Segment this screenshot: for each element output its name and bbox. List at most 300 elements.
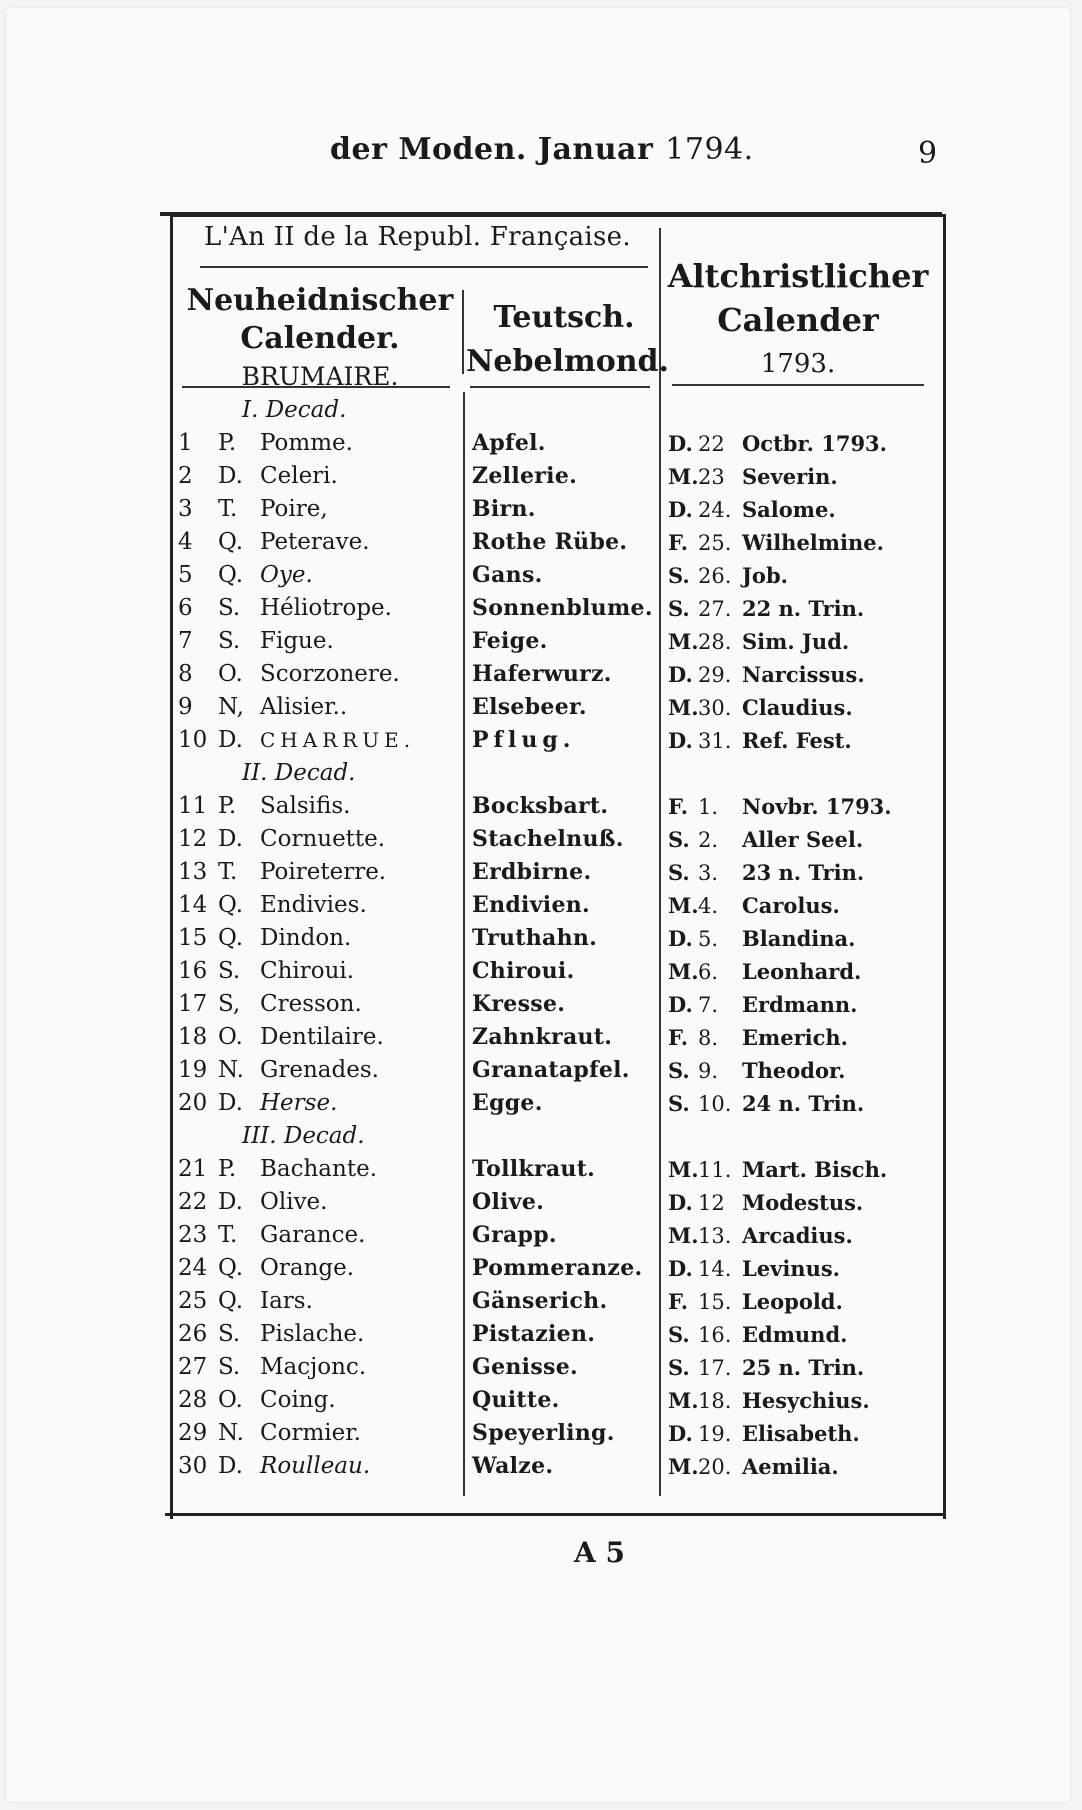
- header-german-month: Nebelmond.: [466, 344, 669, 379]
- old-weekday: D.: [668, 728, 693, 753]
- old-date: 2.: [698, 828, 719, 852]
- french-day-name: Poireterre.: [260, 859, 387, 885]
- day-number: 16: [178, 958, 208, 984]
- french-day-row: [178, 1087, 458, 1120]
- old-saint-name: 23 n. Trin.: [742, 860, 865, 885]
- french-day-row: [178, 856, 458, 889]
- french-day-name: Iars.: [260, 1288, 313, 1314]
- old-weekday: D.: [668, 431, 693, 456]
- french-day-row: [178, 1351, 458, 1384]
- old-saint-name: Claudius.: [742, 695, 853, 720]
- french-day-row: [178, 823, 458, 856]
- old-date: 20.: [698, 1455, 732, 1479]
- french-day-name: Bachante.: [260, 1156, 377, 1182]
- german-day-name: Quitte.: [472, 1387, 560, 1413]
- old-date: 22: [698, 432, 725, 456]
- weekday-letter: D.: [218, 1453, 243, 1479]
- old-saint-name: Erdmann.: [742, 992, 858, 1017]
- old-saint-name: Levinus.: [742, 1256, 840, 1281]
- running-head: [330, 132, 754, 167]
- german-day-name: Rothe Rübe.: [472, 529, 628, 555]
- old-saint-name: Salome.: [742, 497, 836, 522]
- header-french-month: BRUMAIRE.: [241, 362, 399, 391]
- old-date: 11.: [698, 1158, 732, 1182]
- weekday-letter: T.: [218, 496, 238, 522]
- weekday-letter: Q.: [218, 529, 244, 555]
- day-number: 25: [178, 1288, 208, 1314]
- german-day-name: Endivien.: [472, 892, 590, 918]
- old-calendar-row: [668, 493, 938, 526]
- german-day-name: Gans.: [472, 562, 543, 588]
- old-saint-name: Elisabeth.: [742, 1421, 860, 1446]
- weekday-letter: Q.: [218, 892, 244, 918]
- weekday-letter: T.: [218, 1222, 238, 1248]
- old-saint-name: 25 n. Trin.: [742, 1355, 865, 1380]
- french-day-row: [178, 1417, 458, 1450]
- day-number: 23: [178, 1222, 208, 1248]
- old-date: 5.: [698, 927, 719, 951]
- header-french-line1: Neuheidnischer: [186, 283, 454, 318]
- french-day-row: [178, 1384, 458, 1417]
- german-day-name: Chiroui.: [472, 958, 575, 984]
- weekday-letter: D.: [218, 463, 243, 489]
- old-date: 12: [698, 1191, 725, 1215]
- french-day-row: [178, 790, 458, 823]
- old-calendar-row: [668, 922, 938, 955]
- french-day-name: Peterave.: [260, 529, 370, 555]
- french-day-row: [178, 493, 458, 526]
- weekday-letter: P.: [218, 793, 237, 819]
- old-date: 29.: [698, 663, 732, 687]
- weekday-letter: S,: [218, 991, 241, 1017]
- german-day-name: Feige.: [472, 628, 548, 654]
- weekday-letter: Q.: [218, 1255, 244, 1281]
- old-saint-name: Narcissus.: [742, 662, 865, 687]
- old-date: 31.: [698, 729, 732, 753]
- french-day-name: Orange.: [260, 1255, 355, 1281]
- old-saint-name: Aller Seel.: [742, 827, 864, 852]
- old-date: 4.: [698, 894, 719, 918]
- french-day-row: [178, 955, 458, 988]
- german-day-name: Pistazien.: [472, 1321, 596, 1347]
- old-saint-name: Emerich.: [742, 1025, 848, 1050]
- day-number: 20: [178, 1090, 208, 1116]
- old-date: 7.: [698, 993, 719, 1017]
- french-day-name: Alisier..: [260, 694, 348, 720]
- old-date: 26.: [698, 564, 732, 588]
- german-day-name: Zellerie.: [472, 463, 578, 489]
- old-date: 23: [698, 465, 725, 489]
- old-calendar-row: [668, 856, 938, 889]
- german-day-name: Gänserich.: [472, 1288, 608, 1314]
- french-day-name: Coing.: [260, 1387, 336, 1413]
- old-weekday: M.: [668, 1223, 699, 1248]
- weekday-letter: S.: [218, 628, 241, 654]
- german-day-name: Apfel.: [472, 430, 546, 456]
- old-saint-name: Edmund.: [742, 1322, 848, 1347]
- day-number: 28: [178, 1387, 208, 1413]
- old-weekday: S.: [668, 1322, 690, 1347]
- old-weekday: M.: [668, 695, 699, 720]
- table-bottom-rule: [165, 1513, 943, 1516]
- day-number: 9: [178, 694, 193, 720]
- decade-spacer: [668, 394, 938, 427]
- german-day-name: Walze.: [472, 1453, 554, 1479]
- german-day-name: Grapp.: [472, 1222, 557, 1248]
- french-day-row: [178, 526, 458, 559]
- old-weekday: D.: [668, 497, 693, 522]
- old-saint-name: Novbr. 1793.: [742, 794, 892, 819]
- german-day-name: Zahnkraut.: [472, 1024, 613, 1050]
- day-number: 5: [178, 562, 193, 588]
- decade-spacer: [668, 757, 938, 790]
- old-date: 9.: [698, 1059, 719, 1083]
- french-day-name: Oye.: [260, 562, 313, 588]
- old-calendar-row: [668, 1153, 938, 1186]
- day-number: 27: [178, 1354, 208, 1380]
- french-day-row: [178, 559, 458, 592]
- header-divider-german: [462, 290, 464, 374]
- french-day-row: [178, 592, 458, 625]
- decade-label: II. Decad.: [242, 760, 356, 786]
- french-day-name: Pislache.: [260, 1321, 365, 1347]
- old-saint-name: Aemilia.: [742, 1454, 839, 1479]
- old-calendar-row: [668, 559, 938, 592]
- signature-mark: A 5: [574, 1536, 625, 1569]
- day-number: 7: [178, 628, 193, 654]
- day-number: 2: [178, 463, 193, 489]
- day-number: 10: [178, 727, 208, 753]
- old-date: 24.: [698, 498, 732, 522]
- old-date: 27.: [698, 597, 732, 621]
- french-day-row: [178, 988, 458, 1021]
- old-calendar-column: [668, 394, 938, 1483]
- day-number: 4: [178, 529, 193, 555]
- old-date: 25.: [698, 531, 732, 555]
- day-number: 11: [178, 793, 208, 819]
- german-day-name: Tollkraut.: [472, 1156, 596, 1182]
- german-day-name: Haferwurz.: [472, 661, 612, 687]
- old-weekday: D.: [668, 926, 693, 951]
- german-day-name: Elsebeer.: [472, 694, 587, 720]
- old-weekday: F.: [668, 1289, 689, 1314]
- weekday-letter: S.: [218, 1321, 241, 1347]
- old-weekday: F.: [668, 1025, 689, 1050]
- french-day-row: [178, 724, 458, 757]
- french-day-row: [178, 658, 458, 691]
- old-saint-name: Modestus.: [742, 1190, 864, 1215]
- german-day-name: Genisse.: [472, 1354, 578, 1380]
- german-day-name: Sonnenblume.: [472, 595, 653, 621]
- day-number: 19: [178, 1057, 208, 1083]
- french-day-name: Garance.: [260, 1222, 366, 1248]
- decade-label: I. Decad.: [242, 397, 347, 423]
- french-day-name: Cornuette.: [260, 826, 386, 852]
- old-saint-name: Octbr. 1793.: [742, 431, 887, 456]
- old-calendar-row: [668, 427, 938, 460]
- french-day-row: [178, 1285, 458, 1318]
- old-saint-name: Hesychius.: [742, 1388, 870, 1413]
- german-day-name: Granatapfel.: [472, 1057, 630, 1083]
- old-calendar-row: [668, 889, 938, 922]
- old-calendar-row: [668, 592, 938, 625]
- weekday-letter: P.: [218, 430, 237, 456]
- old-saint-name: Job.: [742, 563, 788, 588]
- french-day-name: Scorzonere.: [260, 661, 400, 687]
- old-saint-name: 22 n. Trin.: [742, 596, 865, 621]
- old-saint-name: Arcadius.: [742, 1223, 853, 1248]
- old-calendar-row: [668, 790, 938, 823]
- decade-spacer: [472, 394, 662, 427]
- decade-spacer: [472, 757, 662, 790]
- old-calendar-row: [668, 1087, 938, 1120]
- french-day-name: Endivies.: [260, 892, 367, 918]
- old-weekday: F.: [668, 530, 689, 555]
- old-date: 18.: [698, 1389, 732, 1413]
- french-day-row: [178, 1252, 458, 1285]
- old-weekday: S.: [668, 596, 690, 621]
- header-old-line2: Calender: [717, 301, 879, 339]
- old-weekday: M.: [668, 1454, 699, 1479]
- day-number: 29: [178, 1420, 208, 1446]
- old-date: 13.: [698, 1224, 732, 1248]
- old-saint-name: Severin.: [742, 464, 838, 489]
- french-day-row: [178, 1186, 458, 1219]
- weekday-letter: S.: [218, 595, 241, 621]
- old-saint-name: Leopold.: [742, 1289, 843, 1314]
- old-weekday: D.: [668, 1256, 693, 1281]
- republic-title-rule: [200, 266, 648, 268]
- german-day-name: Olive.: [472, 1189, 545, 1215]
- day-number: 8: [178, 661, 193, 687]
- old-calendar-row: [668, 1318, 938, 1351]
- old-saint-name: Theodor.: [742, 1058, 846, 1083]
- old-weekday: S.: [668, 827, 690, 852]
- french-day-row: [178, 625, 458, 658]
- old-saint-name: Ref. Fest.: [742, 728, 852, 753]
- old-calendar-row: [668, 1285, 938, 1318]
- french-day-row: [178, 460, 458, 493]
- french-day-row: [178, 1219, 458, 1252]
- day-number: 12: [178, 826, 208, 852]
- german-calendar-column: [472, 394, 662, 1483]
- french-day-row: [178, 1318, 458, 1351]
- day-number: 3: [178, 496, 193, 522]
- old-calendar-row: [668, 955, 938, 988]
- weekday-letter: O.: [218, 661, 243, 687]
- old-date: 8.: [698, 1026, 719, 1050]
- old-date: 10.: [698, 1092, 732, 1116]
- old-weekday: F.: [668, 794, 689, 819]
- page-number: 9: [918, 136, 938, 171]
- french-day-name: Macjonc.: [260, 1354, 367, 1380]
- weekday-letter: D.: [218, 1090, 243, 1116]
- old-calendar-row: [668, 1054, 938, 1087]
- weekday-letter: Q.: [218, 1288, 244, 1314]
- old-calendar-row: [668, 625, 938, 658]
- old-weekday: D.: [668, 662, 693, 687]
- french-day-row: [178, 691, 458, 724]
- old-calendar-row: [668, 724, 938, 757]
- old-date: 30.: [698, 696, 732, 720]
- old-weekday: M.: [668, 893, 699, 918]
- column-divider-german: [463, 392, 465, 1496]
- german-day-name: Bocksbart.: [472, 793, 609, 819]
- old-calendar-row: [668, 1351, 938, 1384]
- decade-spacer: [472, 1120, 662, 1153]
- french-day-name: Roulleau.: [260, 1453, 371, 1479]
- old-date: 28.: [698, 630, 732, 654]
- old-calendar-row: [668, 988, 938, 1021]
- old-date: 17.: [698, 1356, 732, 1380]
- french-day-name: Grenades.: [260, 1057, 379, 1083]
- day-number: 14: [178, 892, 208, 918]
- french-day-name: Héliotrope.: [260, 595, 392, 621]
- old-calendar-row: [668, 1021, 938, 1054]
- german-day-name: Egge.: [472, 1090, 543, 1116]
- header-old-year: 1793.: [760, 349, 836, 379]
- old-weekday: D.: [668, 992, 693, 1017]
- weekday-letter: O.: [218, 1024, 243, 1050]
- old-calendar-row: [668, 526, 938, 559]
- old-calendar-row: [668, 1384, 938, 1417]
- running-year: 1794.: [665, 132, 754, 167]
- weekday-letter: D.: [218, 727, 243, 753]
- day-number: 17: [178, 991, 208, 1017]
- old-calendar-row: [668, 1450, 938, 1483]
- day-number: 15: [178, 925, 208, 951]
- old-calendar-row: [668, 691, 938, 724]
- header-german-line1: Teutsch.: [493, 300, 635, 335]
- old-date: 6.: [698, 960, 719, 984]
- weekday-letter: T.: [218, 859, 238, 885]
- french-day-name: Dindon.: [260, 925, 352, 951]
- day-number: 30: [178, 1453, 208, 1479]
- old-weekday: S.: [668, 1355, 690, 1380]
- header-rule-german: [470, 386, 650, 388]
- old-weekday: M.: [668, 1157, 699, 1182]
- decade-label: III. Decad.: [242, 1123, 365, 1149]
- old-saint-name: Blandina.: [742, 926, 856, 951]
- header-french-line2: Calender.: [240, 321, 400, 356]
- french-day-name: Celeri.: [260, 463, 338, 489]
- day-number: 13: [178, 859, 208, 885]
- french-day-row: [178, 1450, 458, 1483]
- old-date: 15.: [698, 1290, 732, 1314]
- weekday-letter: Q.: [218, 925, 244, 951]
- french-day-row: [178, 889, 458, 922]
- french-day-name: Dentilaire.: [260, 1024, 384, 1050]
- weekday-letter: N.: [218, 1057, 244, 1083]
- day-number: 22: [178, 1189, 208, 1215]
- day-number: 1: [178, 430, 193, 456]
- weekday-letter: S.: [218, 1354, 241, 1380]
- french-day-name: Figue.: [260, 628, 334, 654]
- old-date: 3.: [698, 861, 719, 885]
- french-day-row: [178, 1054, 458, 1087]
- old-weekday: S.: [668, 860, 690, 885]
- french-day-name: Pomme.: [260, 430, 353, 456]
- old-weekday: M.: [668, 959, 699, 984]
- old-calendar-row: [668, 1186, 938, 1219]
- french-day-name: CHARRUE.: [260, 728, 416, 752]
- old-date: 16.: [698, 1323, 732, 1347]
- german-day-name: Birn.: [472, 496, 536, 522]
- old-weekday: S.: [668, 563, 690, 588]
- old-saint-name: Sim. Jud.: [742, 629, 850, 654]
- old-date: 19.: [698, 1422, 732, 1446]
- french-day-row: [178, 1021, 458, 1054]
- old-weekday: M.: [668, 629, 699, 654]
- german-day-name: Erdbirne.: [472, 859, 592, 885]
- french-day-row: [178, 1153, 458, 1186]
- french-calendar-column: [178, 394, 458, 1483]
- old-weekday: M.: [668, 1388, 699, 1413]
- weekday-letter: Q.: [218, 562, 244, 588]
- old-weekday: S.: [668, 1058, 690, 1083]
- weekday-letter: P.: [218, 1156, 237, 1182]
- weekday-letter: N,: [218, 694, 244, 720]
- old-calendar-row: [668, 1417, 938, 1450]
- french-day-name: Poire,: [260, 496, 328, 522]
- weekday-letter: D.: [218, 1189, 243, 1215]
- weekday-letter: S.: [218, 958, 241, 984]
- german-day-name: Kresse.: [472, 991, 566, 1017]
- old-saint-name: Wilhelmine.: [742, 530, 884, 555]
- old-calendar-row: [668, 460, 938, 493]
- header-old-line1: Altchristlicher: [667, 257, 929, 295]
- old-calendar-row: [668, 823, 938, 856]
- weekday-letter: N.: [218, 1420, 244, 1446]
- header-german-calendar: [466, 296, 669, 384]
- old-calendar-row: [668, 1219, 938, 1252]
- old-calendar-row: [668, 1252, 938, 1285]
- day-number: 6: [178, 595, 193, 621]
- old-saint-name: Mart. Bisch.: [742, 1157, 888, 1182]
- old-calendar-row: [668, 658, 938, 691]
- day-number: 21: [178, 1156, 208, 1182]
- day-number: 18: [178, 1024, 208, 1050]
- old-saint-name: Carolus.: [742, 893, 840, 918]
- running-title: der Moden. Januar: [330, 132, 654, 167]
- french-day-row: [178, 922, 458, 955]
- german-day-name: Speyerling.: [472, 1420, 615, 1446]
- old-date: 14.: [698, 1257, 732, 1281]
- weekday-letter: O.: [218, 1387, 243, 1413]
- german-day-name: Pommeranze.: [472, 1255, 643, 1281]
- french-day-name: Cormier.: [260, 1420, 361, 1446]
- old-saint-name: 24 n. Trin.: [742, 1091, 865, 1116]
- german-day-name: Stachelnuß.: [472, 826, 624, 852]
- french-day-name: Chiroui.: [260, 958, 355, 984]
- german-day-name: Pflug.: [472, 727, 576, 753]
- decade-spacer: [668, 1120, 938, 1153]
- day-number: 26: [178, 1321, 208, 1347]
- old-weekday: M.: [668, 464, 699, 489]
- french-day-name: Cresson.: [260, 991, 362, 1017]
- french-day-row: [178, 427, 458, 460]
- french-day-name: Salsifis.: [260, 793, 351, 819]
- french-day-name: Herse.: [260, 1090, 338, 1116]
- day-number: 24: [178, 1255, 208, 1281]
- german-day-name: Truthahn.: [472, 925, 598, 951]
- republic-title: L'An II de la Republ. Française.: [204, 222, 631, 252]
- french-day-name: Olive.: [260, 1189, 328, 1215]
- old-weekday: D.: [668, 1190, 693, 1215]
- weekday-letter: D.: [218, 826, 243, 852]
- old-weekday: S.: [668, 1091, 690, 1116]
- old-weekday: D.: [668, 1421, 693, 1446]
